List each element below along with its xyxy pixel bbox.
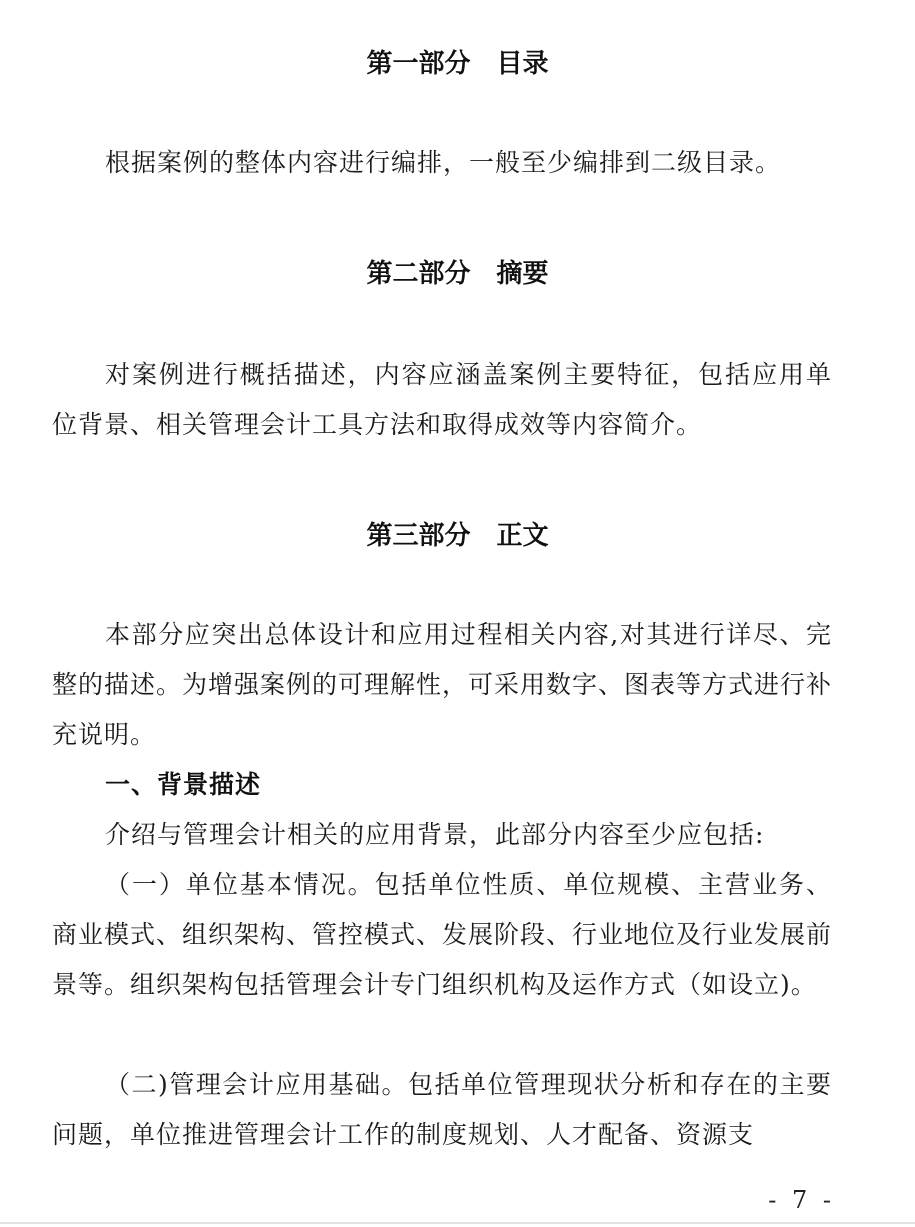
part1-body: 根据案例的整体内容进行编排，一般至少编排到二级目录。: [105, 148, 782, 177]
background-intro: 介绍与管理会计相关的应用背景，此部分内容至少应包括:: [105, 820, 765, 849]
part2-heading: 第二部分 摘要: [366, 259, 549, 289]
background-item-1: （一）单位基本情况。包括单位性质、单位规模、主营业务、商业模式、组织架构、管控模式、发展阶段、行业地位及行业发展前景等。组织架构包括管理会计专门组织机构及运作方式（如设立)。: [52, 870, 833, 999]
page-bottom-divider: [0, 1222, 915, 1224]
part1-heading: 第一部分 目录: [366, 49, 549, 79]
background-item-2: （二)管理会计应用基础。包括单位管理现状分析和存在的主要问题，单位推进管理会计工作的制度规划、人才配备、资源支: [52, 1070, 832, 1149]
part3-body: 本部分应突出总体设计和应用过程相关内容,对其进行详尽、完整的描述。为增强案例的可理解性，可采用数字、图表等方式进行补充说明。: [52, 620, 833, 749]
part3-heading: 第三部分 正文: [366, 521, 549, 551]
background-subheading: 一、背景描述: [105, 770, 262, 799]
part2-body: 对案例进行概括描述，内容应涵盖案例主要特征，包括应用单位背景、相关管理会计工具方法和取得成效等内容简介。: [52, 360, 832, 439]
page-number: - 7 -: [768, 1186, 835, 1214]
